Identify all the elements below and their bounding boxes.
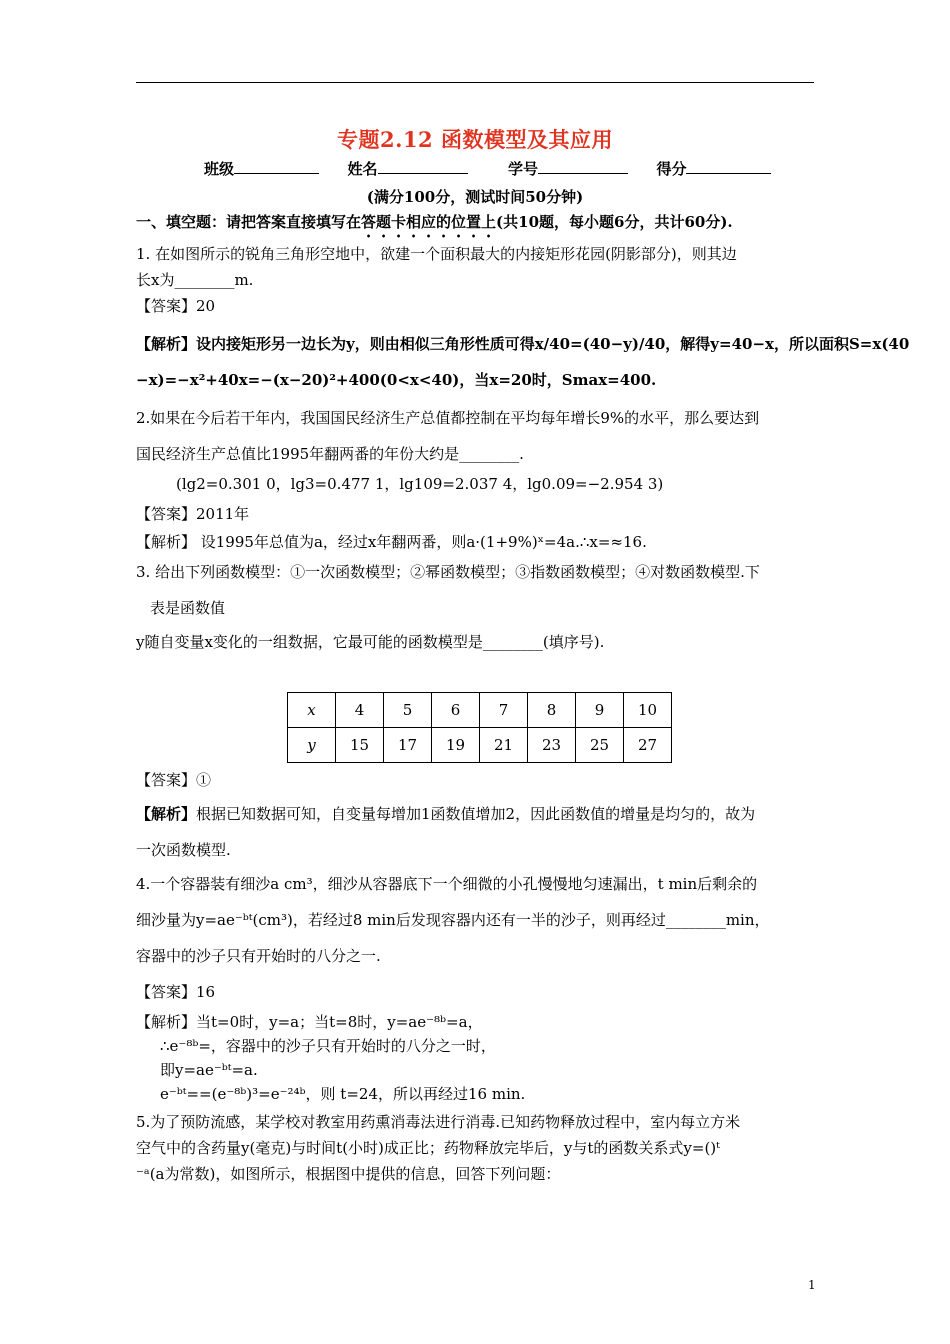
table-row-x (288, 693, 672, 728)
section-heading (136, 212, 733, 241)
page-title: 专题2.12 函数模型及其应用 (337, 127, 613, 152)
q3-analysis-line1 (136, 804, 755, 824)
table-cell: 23 (528, 728, 576, 763)
table-cell: 27 (624, 728, 672, 763)
q4-analysis-line1: 【解析】当t=0时，y=a；当t=8时，y=ae⁻⁸ᵇ=a， (136, 1013, 483, 1031)
table-cell: 6 (432, 693, 480, 728)
table-header-y: y (288, 728, 336, 763)
q3-text-line2: 表是函数值 (150, 599, 226, 617)
q1-text-line1: 1. 在如图所示的锐角三角形空地中，欲建一个面积最大的内接矩形花园(阴影部分)，则其边 (136, 245, 737, 263)
table-cell: 7 (480, 693, 528, 728)
table-cell: 8 (528, 693, 576, 728)
table-cell: 19 (432, 728, 480, 763)
q4-text-line3: 容器中的沙子只有开始时的八分之一. (136, 947, 381, 965)
q5-text-line2: 空气中的含药量y(毫克)与时间t(小时)成正比；药物释放完毕后，y与t的函数关系式y=()ᵗ (136, 1139, 720, 1157)
q4-analysis-line3: 即y=ae⁻ᵇᵗ=a. (160, 1061, 258, 1079)
header-rule (136, 82, 814, 83)
q2-analysis: 【解析】 设1995年总值为a，经过x年翻两番，则a·(1+9%)ˣ=4a.∴x=≈16. (136, 533, 647, 551)
q4-analysis-line4: e⁻ᵇᵗ==(e⁻⁸ᵇ)³=e⁻²⁴ᵇ，则 t=24，所以再经过16 min. (160, 1085, 526, 1103)
table-row-y (288, 728, 672, 763)
q1-analysis-text1: 设内接矩形另一边长为y，则由相似三角形性质可得x/40=(40−y)/40，解得y=40−x，所以面积S=x(40 (196, 335, 910, 353)
score-blank[interactable] (686, 159, 771, 174)
exam-subtitle: (满分100分，测试时间50分钟) (366, 188, 584, 206)
table-cell: 21 (480, 728, 528, 763)
q4-text-line1: 4.一个容器装有细沙a cm³，细沙从容器底下一个细微的小孔慢慢地匀速漏出，t min后剩余的 (136, 875, 758, 893)
q1-answer: 【答案】20 (136, 297, 216, 315)
q2-text-line2: 国民经济生产总值比1995年翻两番的年份大约是________. (136, 445, 524, 463)
q1-text-line2: 长x为________m. (136, 271, 254, 289)
section-heading-dotted: 答题卡相应的位置上 (361, 213, 497, 231)
q1-analysis-line2: −x)=−x²+40x=−(x−20)²+400(0<x<40)，当x=20时，Smax=400. (136, 371, 657, 389)
name-blank[interactable] (378, 159, 468, 174)
q2-answer: 【答案】2011年 (136, 505, 250, 523)
table-cell: 5 (384, 693, 432, 728)
q3-text-line1: 3. 给出下列函数模型：①一次函数模型；②幂函数模型；③指数函数模型；④对数函数模型.下 (136, 563, 760, 581)
q5-text-line3: ⁻ᵃ(a为常数)，如图所示，根据图中提供的信息，回答下列问题： (136, 1165, 561, 1183)
q4-text-line2: 细沙量为y=ae⁻ᵇᵗ(cm³)，若经过8 min后发现容器内还有一半的沙子，则再经过________min， (136, 911, 770, 929)
student-info-line (204, 158, 764, 179)
table-cell: 25 (576, 728, 624, 763)
id-blank[interactable] (538, 159, 628, 174)
page-number: 1 (808, 1278, 816, 1292)
q3-analysis-label: 【解析】 (136, 805, 197, 823)
table-header-x: x (288, 693, 336, 728)
score-label: 得分 (656, 160, 687, 178)
q2-text-line1: 2.如果在今后若干年内，我国国民经济生产总值都控制在平均每年增长9%的水平，那么要达到 (136, 409, 760, 427)
table-cell: 10 (624, 693, 672, 728)
class-label: 班级 (204, 160, 235, 178)
id-label: 学号 (507, 160, 538, 178)
q1-analysis-label: 【解析】 (136, 335, 197, 353)
name-label: 姓名 (347, 160, 378, 178)
q3-analysis-text1: 根据已知数据可知，自变量每增加1函数值增加2，因此函数值的增量是均匀的，故为 (196, 805, 756, 823)
data-table (287, 692, 672, 763)
q3-text-line3: y随自变量x变化的一组数据，它最可能的函数模型是________(填序号). (136, 633, 605, 651)
q1-analysis-line1 (136, 334, 909, 354)
q5-text-line1: 5.为了预防流感，某学校对教室用药熏消毒法进行消毒.已知药物释放过程中，室内每立方米 (136, 1113, 741, 1131)
table-cell: 15 (336, 728, 384, 763)
table-cell: 17 (384, 728, 432, 763)
section-heading-prefix: 一、填空题：请把答案直接填写在 (136, 213, 362, 231)
section-heading-suffix: (共10题，每小题6分，共计60分). (496, 213, 733, 231)
table-cell: 9 (576, 693, 624, 728)
table-cell: 4 (336, 693, 384, 728)
q4-analysis-line2: ∴e⁻⁸ᵇ=，容器中的沙子只有开始时的八分之一时， (160, 1037, 496, 1055)
class-blank[interactable] (234, 159, 319, 174)
q4-answer: 【答案】16 (136, 983, 216, 1001)
q3-answer: 【答案】① (136, 771, 212, 789)
q2-text-line3: (lg2=0.301 0，lg3=0.477 1，lg109=2.037 4，lg0.09=−2.954 3) (176, 475, 664, 493)
q3-analysis-line2: 一次函数模型. (136, 841, 231, 859)
